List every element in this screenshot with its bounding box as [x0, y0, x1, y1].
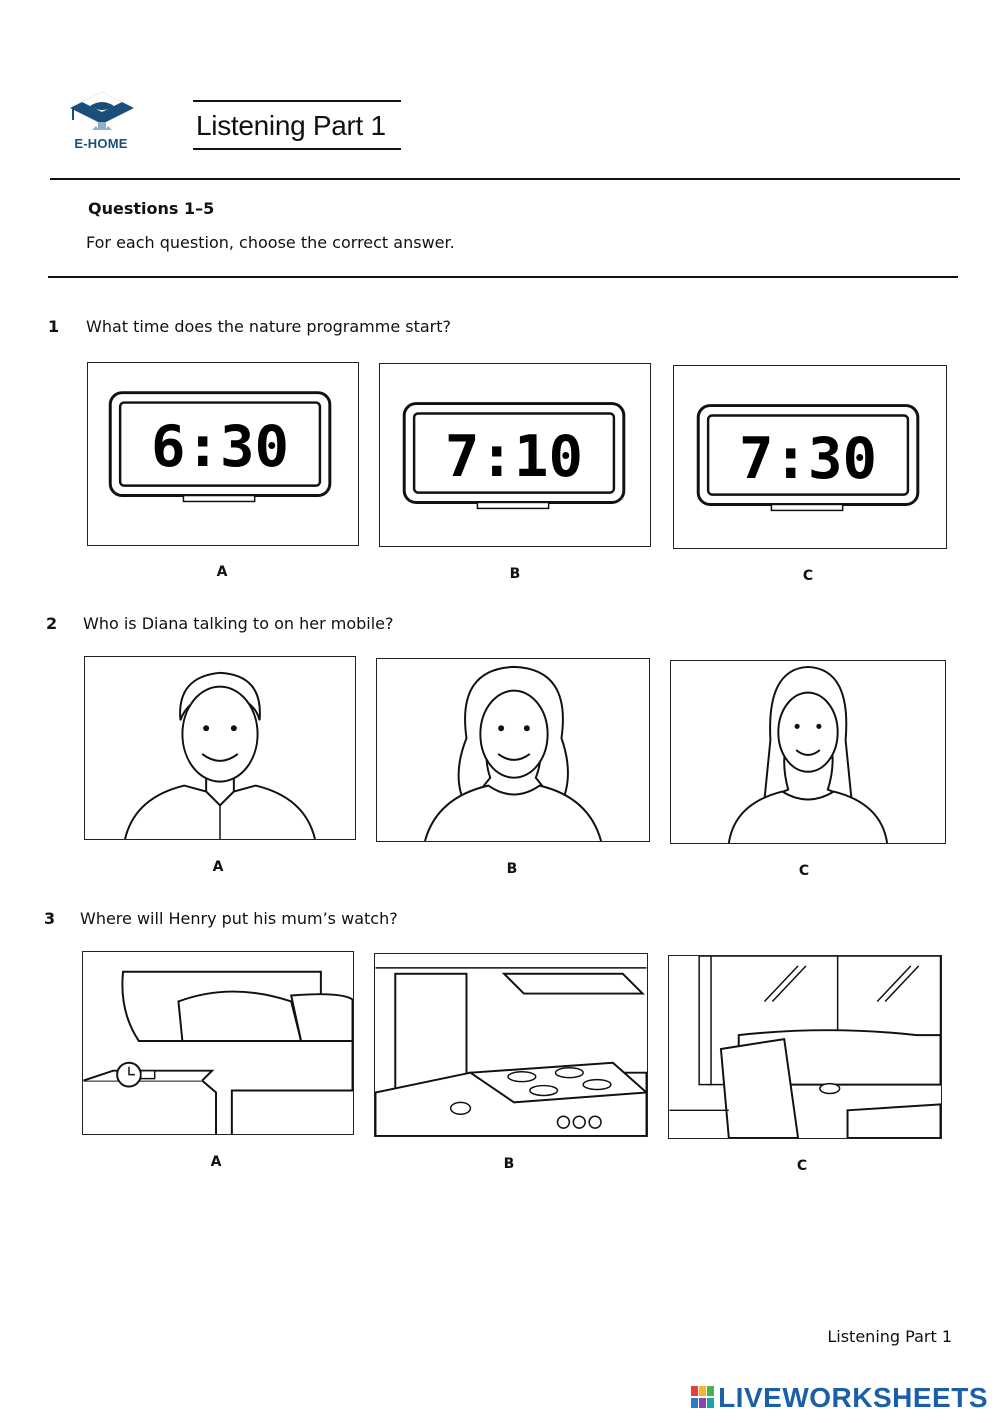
woman-icon — [377, 659, 649, 841]
section-heading: Questions 1–5 — [88, 199, 215, 218]
boy-icon — [85, 657, 355, 839]
question-text: Where will Henry put his mum’s watch? — [80, 909, 398, 928]
footer-label: Listening Part 1 — [827, 1327, 952, 1346]
option-label: A — [216, 564, 228, 580]
kitchen-icon — [375, 954, 647, 1136]
question-text: Who is Diana talking to on her mobile? — [83, 614, 394, 633]
option-label: C — [796, 1158, 808, 1174]
option-panel-2b[interactable] — [376, 658, 650, 842]
option-panel-2a[interactable] — [84, 656, 356, 840]
option-label: B — [503, 1156, 515, 1172]
digital-clock-icon — [380, 364, 650, 546]
brand-text: LIVEWORKSHEETS — [718, 1382, 988, 1413]
option-panel-3b[interactable] — [374, 953, 648, 1137]
living-room-icon — [669, 956, 941, 1138]
logo-text: E-HOME — [74, 136, 128, 151]
question-number: 1 — [48, 317, 60, 336]
option-label: B — [509, 566, 521, 582]
option-panel-2c[interactable] — [670, 660, 946, 844]
option-panel-1c[interactable] — [673, 365, 947, 549]
liveworksheets-logo-icon — [690, 1384, 716, 1410]
option-label: C — [802, 568, 814, 584]
clock-time: 7:10 — [444, 422, 584, 490]
liveworksheets-brand — [690, 1382, 988, 1414]
option-label: C — [798, 863, 810, 879]
divider-bottom — [48, 276, 958, 278]
clock-time: 7:30 — [738, 424, 878, 492]
option-panel-3c[interactable] — [668, 955, 942, 1139]
clock-time: 6:30 — [150, 412, 290, 480]
question-number: 3 — [44, 909, 56, 928]
question-number: 2 — [46, 614, 58, 633]
option-label: A — [212, 859, 224, 875]
option-panel-3a[interactable] — [82, 951, 354, 1135]
option-panel-1b[interactable] — [379, 363, 651, 547]
question-text: What time does the nature programme start? — [86, 317, 451, 336]
option-label: A — [210, 1154, 222, 1170]
digital-clock-icon — [88, 363, 358, 545]
digital-clock-icon — [674, 366, 946, 548]
option-panel-1a[interactable] — [87, 362, 359, 546]
girl-icon — [671, 661, 945, 843]
section-instruction: For each question, choose the correct answer. — [86, 233, 455, 252]
bedroom-icon — [83, 952, 353, 1134]
page-title: Listening Part 1 — [196, 110, 386, 141]
option-label: B — [506, 861, 518, 877]
divider-top — [50, 178, 960, 180]
